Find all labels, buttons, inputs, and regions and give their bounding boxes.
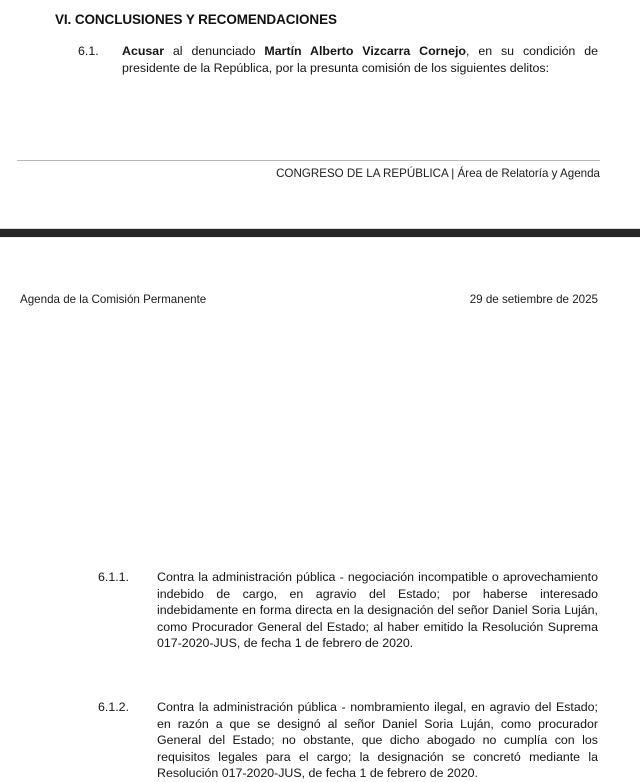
- clause-6-1-1-text: Contra la administración pública - negociación incompatible o aprovechamiento indebido de cargo, en agravio del Estado; por haberse interesado indebidamente en forma directa en la designación del señor Daniel Soria Luján, como Procurador General del Estado; al haber emitido la Resolución Suprema 017-2020-JUS, de fecha 1 de febrero de 2020.: [157, 570, 598, 651]
- page-title: VI. CONCLUSIONES Y RECOMENDACIONES: [55, 12, 337, 27]
- running-header-date: 29 de setiembre de 2025: [469, 293, 598, 306]
- clause-6-1-part-two: , en su condición de presidente de la República, por la presunta comisión de los siguientes delitos:: [122, 44, 598, 75]
- clause-6-1-2-number: 6.1.2.: [98, 700, 130, 714]
- footer-institution-text: CONGRESO DE LA REPÚBLICA | Área de Relatoría y Agenda: [276, 167, 600, 180]
- clause-6-1-1: [98, 569, 598, 652]
- clause-6-1-accused-name: Martín Alberto Vizcarra Cornejo: [264, 44, 466, 58]
- page-two-running-header: [20, 292, 598, 307]
- page-fragment-two: [0, 238, 640, 781]
- page-one-footer: [17, 160, 600, 181]
- clause-6-1-part-one: al denunciado: [164, 44, 265, 58]
- clause-6-1-1-number: 6.1.1.: [98, 570, 130, 584]
- page-fragment-one: [0, 0, 640, 228]
- clause-6-1-2-text: Contra la administración pública - nombramiento ilegal, en agravio del Estado; en razón a que se designó al señor Daniel Soria Luján, como procurador General del Estado; no obstante, que dicho abogado no cumplía con los requisitos legales para el cargo; la designación se concretó mediante la Resolución 017-2020-JUS, de fecha 1 de febrero de 2020.: [157, 700, 598, 781]
- clause-6-1: [78, 43, 598, 76]
- clause-6-1-lead-bold: Acusar: [122, 44, 165, 58]
- clause-6-1-number: 6.1.: [78, 44, 99, 58]
- page-break-separator: [0, 228, 640, 238]
- clause-6-1-2: [98, 699, 598, 782]
- running-header-document-name: Agenda de la Comisión Permanente: [20, 293, 207, 306]
- clause-6-1-text: [122, 43, 598, 76]
